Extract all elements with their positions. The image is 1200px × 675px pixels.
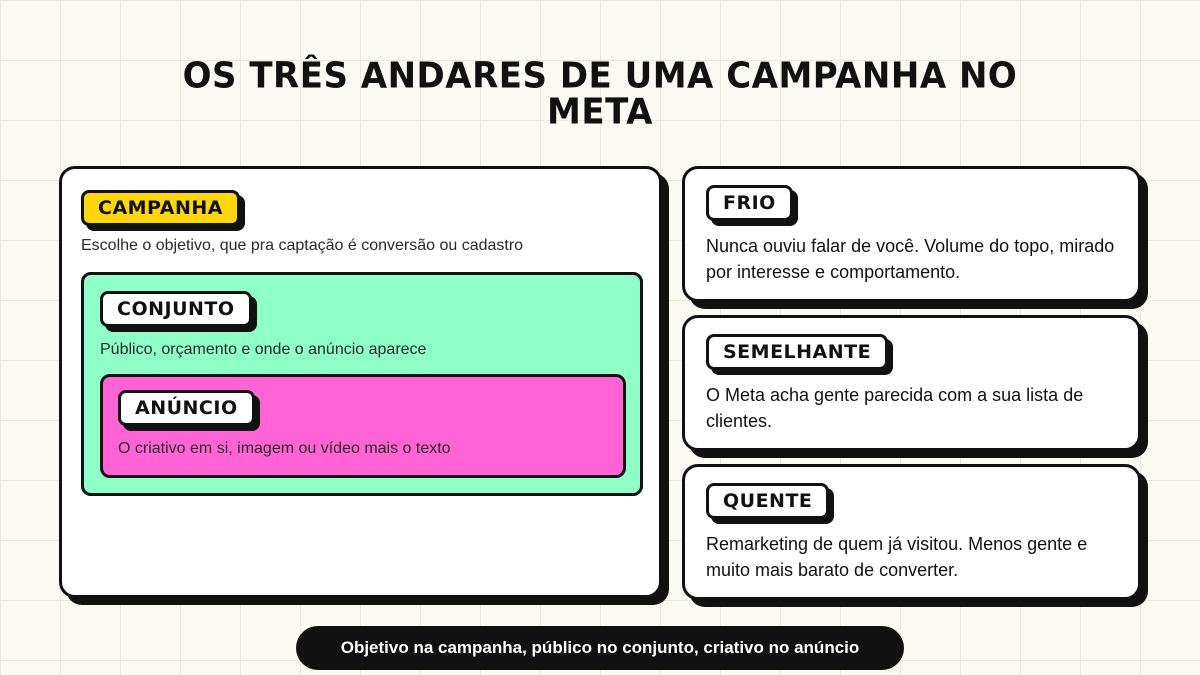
audience-card-semelhante: [682, 315, 1141, 451]
anuncio-tag: ANÚNCIO: [118, 390, 255, 426]
summary-footer-pill: Objetivo na campanha, público no conjunto, criativo no anúncio: [296, 626, 904, 670]
audience-text: Remarketing de quem já visitou. Menos gente e muito mais barato de converter.: [706, 534, 1088, 580]
audience-text: Nunca ouviu falar de você. Volume do topo, mirado por interesse e comportamento.: [706, 236, 1115, 282]
audience-tag: FRIO: [706, 185, 793, 221]
audience-card-quente: [682, 464, 1141, 600]
page-title: OS TRÊS ANDARES DE UMA CAMPANHA NO META: [182, 55, 1018, 133]
audience-card-frio: [682, 166, 1141, 302]
audience-tag: SEMELHANTE: [706, 334, 888, 370]
conjunto-tag: CONJUNTO: [100, 291, 252, 327]
conjunto-description: Público, orçamento e onde o anúncio aparece: [100, 341, 427, 358]
anuncio-box: [100, 374, 626, 478]
campanha-description: Escolhe o objetivo, que pra captação é conversão ou cadastro: [81, 237, 524, 254]
audience-tag: QUENTE: [706, 483, 829, 519]
anuncio-description: O criativo em si, imagem ou vídeo mais o texto: [118, 440, 451, 457]
conjunto-box: [81, 272, 643, 496]
campanha-tag: CAMPANHA: [81, 190, 240, 226]
audience-text: O Meta acha gente parecida com a sua lista de clientes.: [706, 385, 1084, 431]
campaign-structure-card: [59, 166, 662, 598]
